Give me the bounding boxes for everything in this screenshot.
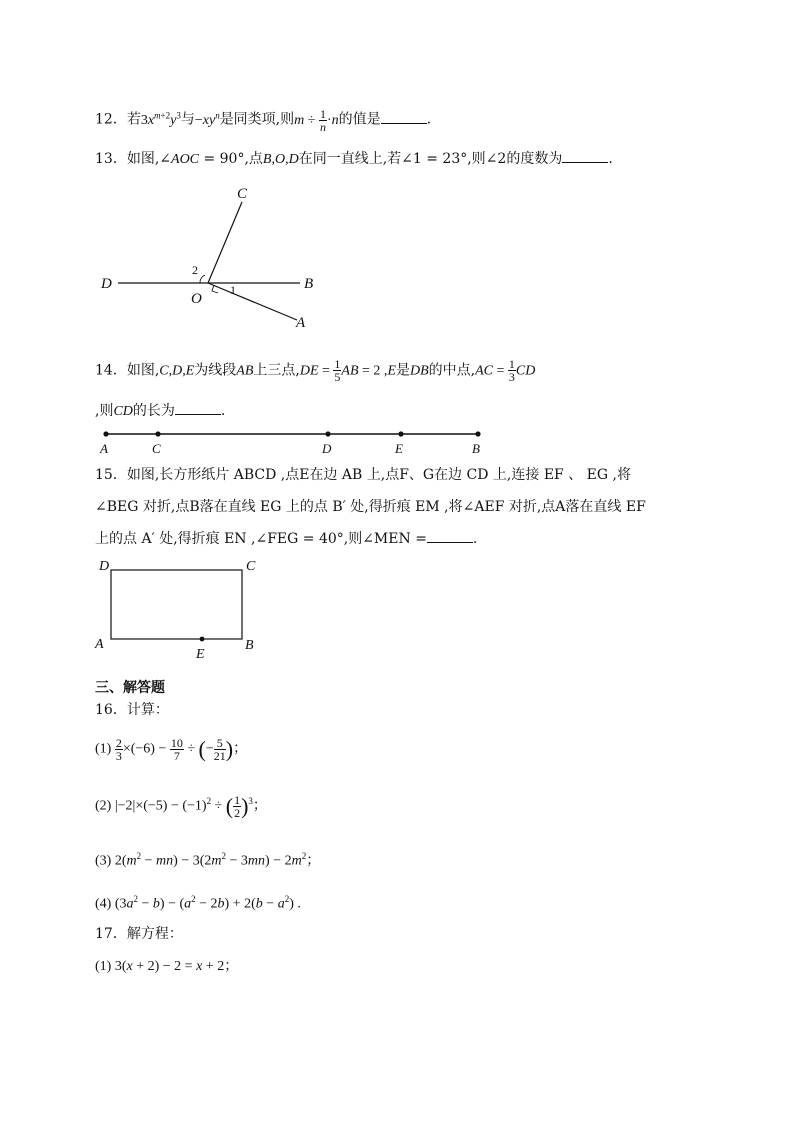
q13-number: 13． bbox=[95, 151, 127, 167]
q14-text-7: 的中点, bbox=[428, 362, 476, 379]
label-D: D bbox=[322, 441, 332, 456]
q14-text-3: 上三点, bbox=[253, 362, 300, 379]
label-C: C bbox=[237, 186, 248, 202]
label-E: E bbox=[196, 647, 205, 662]
q15-text-2: ∠BEG 对折,点B落在直线 EG 上的点 B′ 处,得折痕 EM ,将∠AEF 对折,点A落在直线 EF bbox=[95, 499, 646, 515]
question-13 bbox=[95, 148, 613, 170]
q13-end: . bbox=[608, 151, 613, 167]
q16-part-1: (1) $\frac{2}{3}$ ×(−6) − $\frac{10}{7}$ ÷ (− $\frac{5}{21}$ )； bbox=[95, 736, 248, 763]
q13-angle-name: AOC bbox=[171, 152, 200, 167]
q12-answer-blank[interactable] bbox=[381, 109, 427, 124]
q17-title: 解方程： bbox=[126, 926, 183, 942]
label-D: D bbox=[99, 559, 110, 574]
q14-answer-blank[interactable] bbox=[175, 400, 221, 415]
question-16 bbox=[95, 700, 169, 720]
q14-text-1: 如图, bbox=[126, 362, 160, 379]
q14-segment-ac: AC bbox=[475, 363, 494, 379]
q15-text-3: 上的点 A′ 处,得折痕 EN ,∠FEG = 40°,则∠MEN = bbox=[95, 531, 427, 547]
q14-segment-cd-2: CD bbox=[113, 404, 133, 419]
q16-part-3: (3) $2(m^2 - mn) - 3(2m^2 - 3mn) - 2m^2$； bbox=[95, 851, 321, 869]
q12-expr-3: m ÷ $\frac{1}{n}$ ·n bbox=[294, 106, 339, 134]
label-C: C bbox=[246, 559, 256, 574]
q17-part-1: (1) 3(x + 2) − 2 = x + 2； bbox=[95, 959, 239, 974]
q14-text-5: = 2 , bbox=[358, 363, 388, 379]
q16-part-2: (2) $|-2|\times(-5) - (-1)^2$ ÷ ( $\frac{1}{2}$ )$^3$； bbox=[95, 792, 267, 820]
q12-text-1: 若 bbox=[126, 111, 141, 128]
q14-number: 14． bbox=[95, 362, 127, 379]
question-14-line-2 bbox=[95, 400, 225, 422]
question-15-line-1 bbox=[95, 465, 631, 485]
question-12 bbox=[95, 105, 431, 133]
label-B: B bbox=[304, 276, 314, 292]
q14-text-2: 为线段 bbox=[194, 362, 237, 379]
q14-segment-de: DE bbox=[299, 363, 319, 379]
q12-text-4: 的值是 bbox=[338, 111, 381, 128]
label-angle-2: 2 bbox=[192, 263, 198, 277]
q12-expr-1: $3x^{m+2}y^3$ bbox=[140, 110, 181, 128]
q16-part-4: (4) $(3a^2 - b) - (a^2 - 2b) + 2(b - a^2)$ . bbox=[95, 894, 301, 912]
question-17 bbox=[95, 924, 183, 944]
q14-fraction-1-3: $\frac{1}{3}$ bbox=[508, 357, 515, 384]
q15-end: . bbox=[472, 531, 478, 547]
question-15-line-2 bbox=[95, 497, 646, 517]
q12-expr-2: $-xy^n$ bbox=[194, 110, 220, 128]
label-A: A bbox=[95, 637, 104, 652]
q13-text-3: 在同一直线上,若∠1 = 23°,则∠2的度数为 bbox=[298, 151, 563, 167]
q16-title: 计算： bbox=[126, 702, 169, 718]
q14-end: . bbox=[220, 403, 226, 419]
q15-number: 15． bbox=[95, 467, 127, 483]
figure-14-segment bbox=[95, 425, 495, 460]
q14-text-9: ,则 bbox=[95, 403, 114, 419]
q15-text-1: 如图,长方形纸片 ABCD ,点E在边 AB 上,点F、G在边 CD 上,连接 EF 、 EG ,将 bbox=[126, 467, 631, 483]
q14-segment-db: DB bbox=[410, 363, 429, 379]
q13-answer-blank[interactable] bbox=[562, 148, 608, 163]
question-14: 14．如图,C,D,E为线段AB上三点,DE = $\frac{1}{5}$ AB = 2 ,E是DB的中点,AC = $\frac{1}{3}$ CD bbox=[95, 357, 536, 384]
q15-answer-blank[interactable] bbox=[427, 528, 473, 543]
q12-end: . bbox=[426, 111, 432, 128]
q14-segment-ab: AB bbox=[236, 363, 254, 379]
question-15-line-3 bbox=[95, 528, 477, 549]
q12-text-3: 是同类项,则 bbox=[219, 111, 295, 128]
q17-number: 17． bbox=[95, 926, 127, 942]
label-E: E bbox=[395, 441, 403, 456]
figure-13-angles bbox=[95, 180, 335, 340]
q12-text-2: 与 bbox=[180, 111, 195, 128]
label-D: D bbox=[101, 276, 112, 292]
section-title: 三、解答题 bbox=[95, 680, 165, 696]
q14-segment-cd: CD bbox=[515, 363, 536, 379]
q13-points: B,O,D bbox=[262, 152, 299, 167]
q14-point-e: E bbox=[387, 363, 396, 379]
figure-15-rectangle bbox=[92, 555, 272, 665]
q14-fraction-1-5: $\frac{1}{5}$ bbox=[334, 357, 341, 384]
q14-text-6: 是 bbox=[396, 362, 410, 379]
q13-text-2: = 90°,点 bbox=[199, 151, 263, 167]
label-B: B bbox=[472, 441, 480, 456]
label-O: O bbox=[191, 291, 202, 307]
q13-text-1: 如图,∠ bbox=[126, 151, 172, 167]
q14-points: C,D,E bbox=[159, 363, 195, 379]
label-angle-1: 1 bbox=[230, 283, 236, 297]
label-C: C bbox=[152, 441, 161, 456]
label-B: B bbox=[245, 638, 254, 653]
q14-text-10: 的长为 bbox=[132, 403, 175, 419]
label-A: A bbox=[296, 315, 306, 331]
q12-number: 12． bbox=[95, 111, 127, 128]
q16-number: 16． bbox=[95, 702, 127, 718]
q14-segment-ab-2: AB bbox=[341, 363, 359, 379]
label-A: A bbox=[100, 441, 108, 456]
